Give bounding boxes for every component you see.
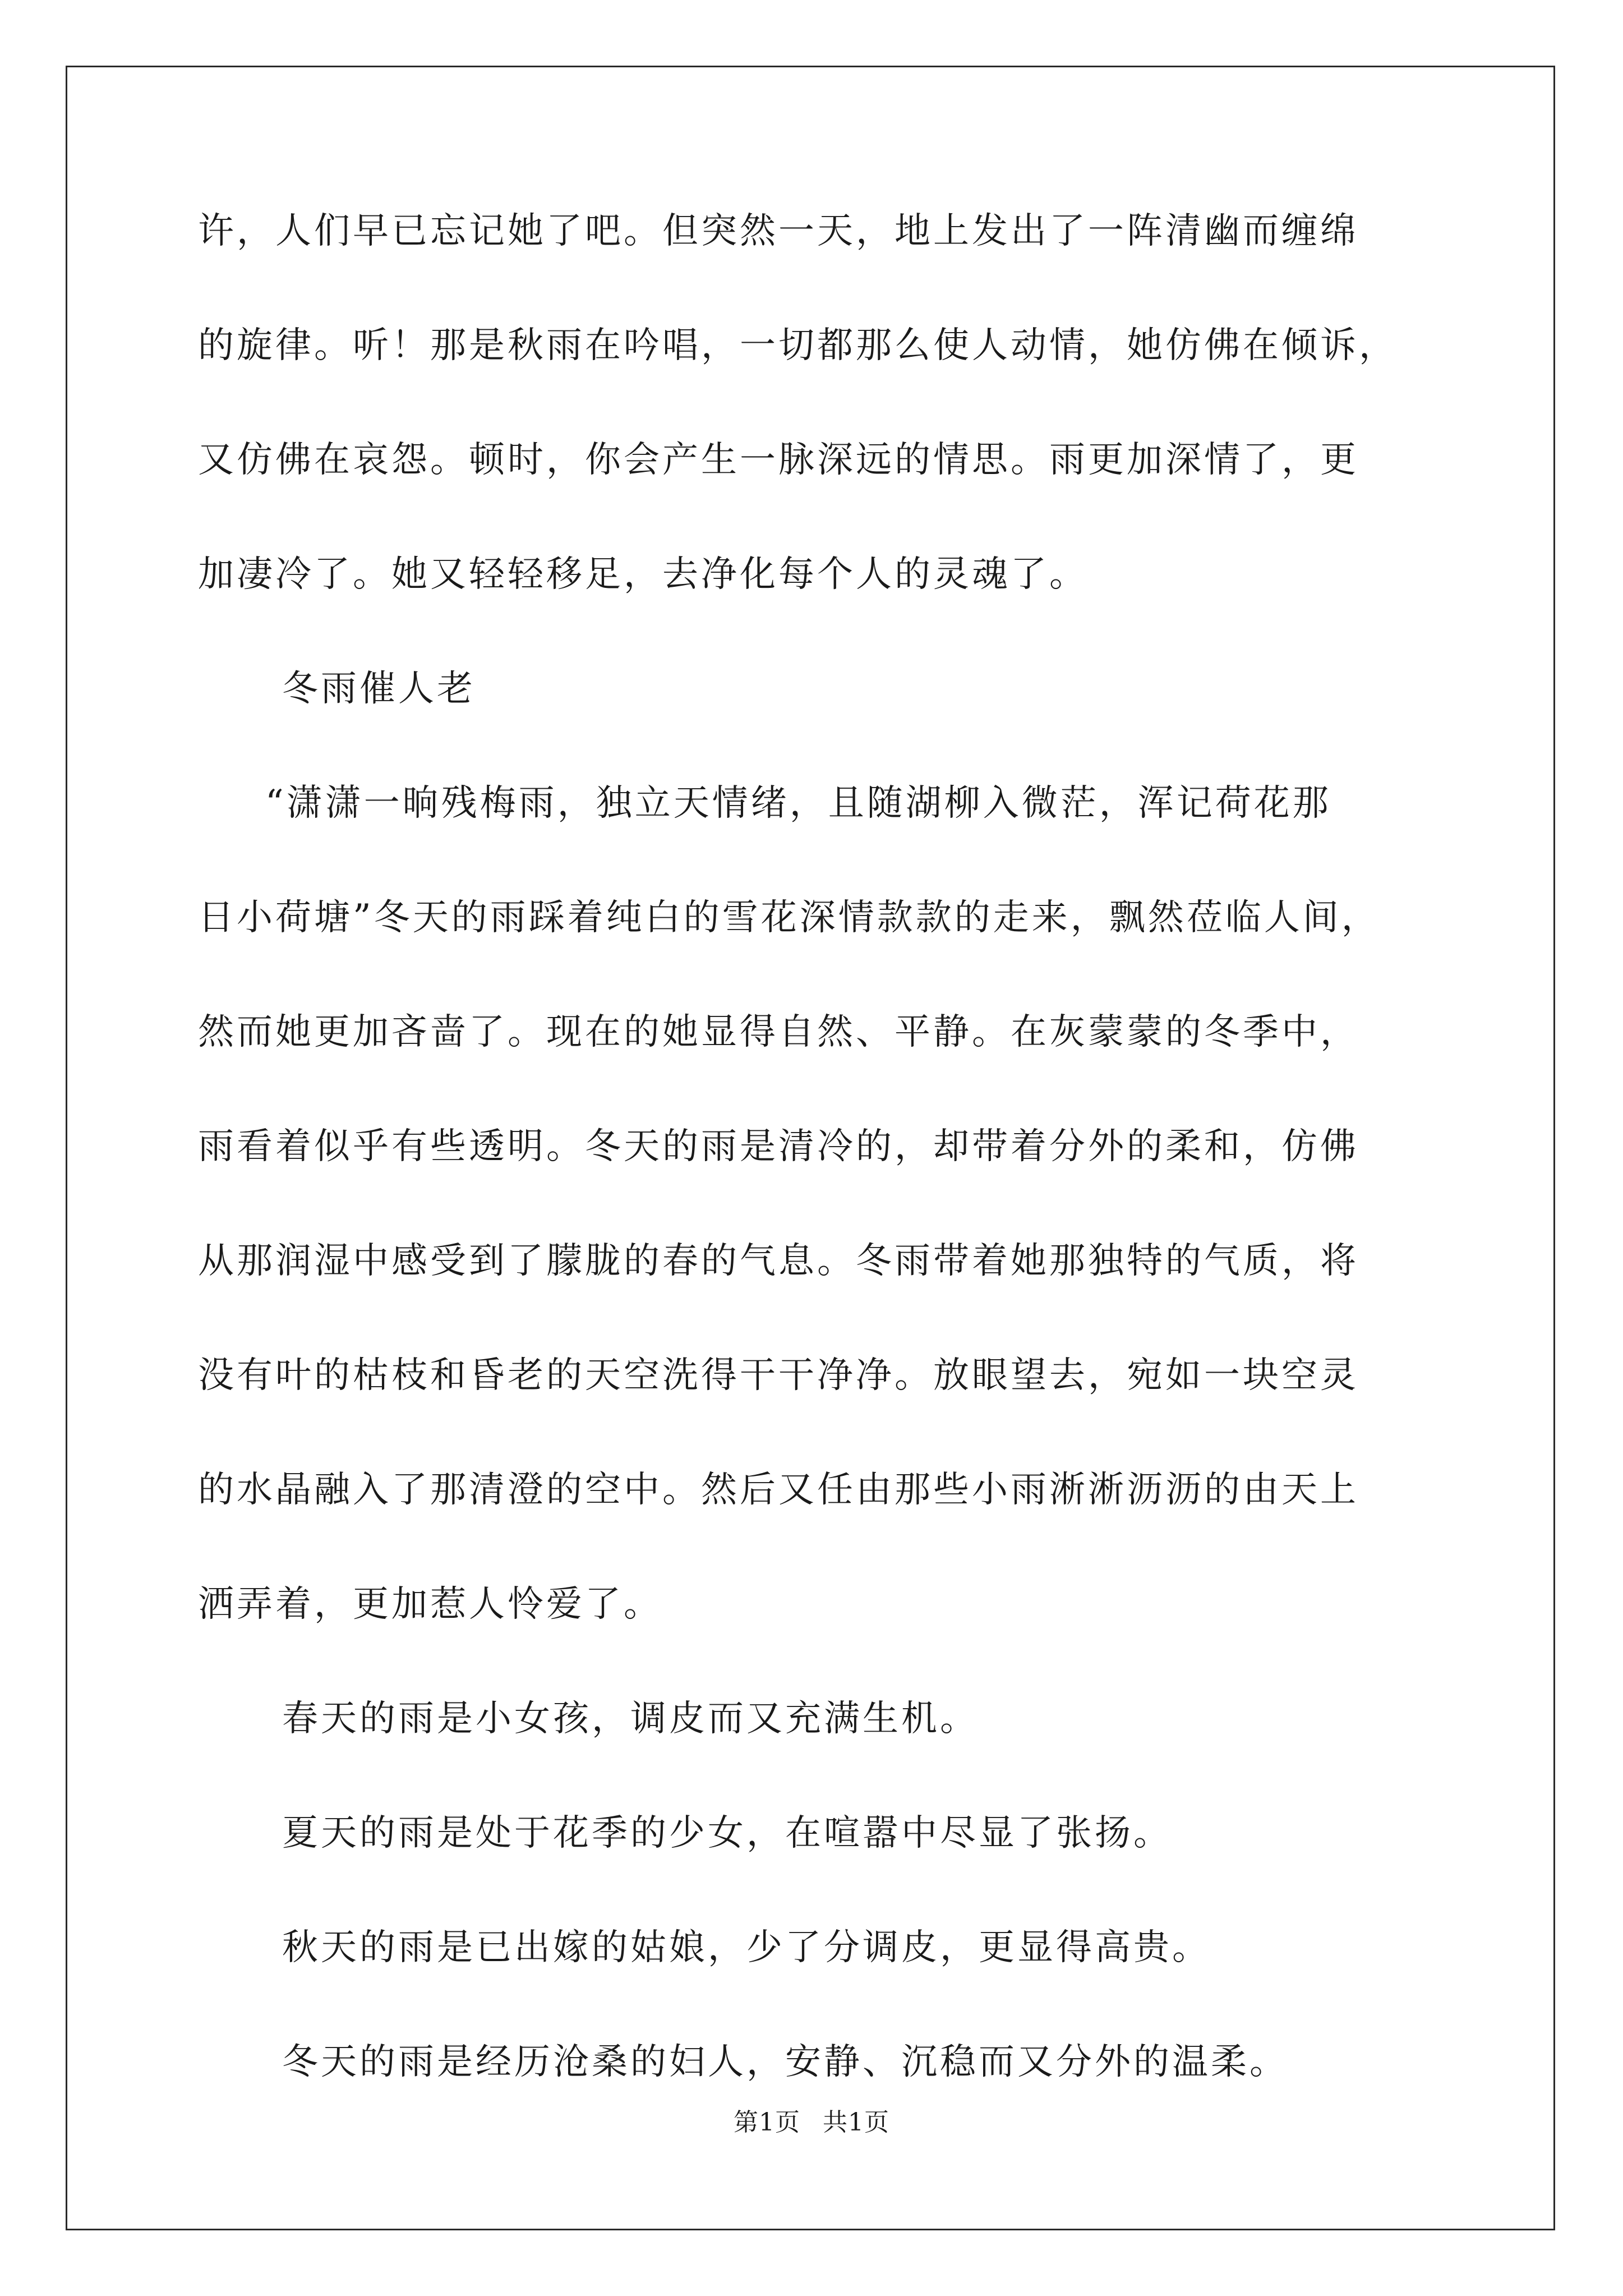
text-line: 又仿佛在哀怨。顿时，你会产生一脉深远的情思。雨更加深情了，更 bbox=[198, 439, 1359, 481]
text-line: 没有叶的枯枝和昏老的天空洗得干干净净。放眼望去，宛如一块空灵 bbox=[198, 1355, 1359, 1396]
text-line: 的水晶融入了那清澄的空中。然后又任由那些小雨淅淅沥沥的由天上 bbox=[198, 1469, 1359, 1511]
text-line: 春天的雨是小女孩，调皮而又充满生机。 bbox=[282, 1698, 979, 1740]
text-line: 许，人们早已忘记她了吧。但突然一天，地上发出了一阵清幽而缠绵 bbox=[198, 210, 1359, 252]
page-number-current: 第1页 bbox=[734, 2108, 800, 2137]
text-line: 夏天的雨是处于花季的少女，在喧嚣中尽显了张扬。 bbox=[282, 1812, 1172, 1854]
section-heading: 冬雨催人老 bbox=[282, 668, 476, 710]
text-line: 雨看着似乎有些透明。冬天的雨是清冷的，却带着分外的柔和，仿佛 bbox=[198, 1126, 1359, 1167]
text-line: 从那润湿中感受到了朦胧的春的气息。冬雨带着她那独特的气质，将 bbox=[198, 1240, 1359, 1282]
text-line: 秋天的雨是已出嫁的姑娘，少了分调皮，更显得高贵。 bbox=[282, 1927, 1211, 1968]
text-line: 然而她更加吝啬了。现在的她显得自然、平静。在灰蒙蒙的冬季中， bbox=[198, 1011, 1359, 1053]
text-line: 日小荷塘”冬天的雨踩着纯白的雪花深情款款的走来，飘然莅临人间， bbox=[198, 897, 1380, 938]
text-line: 的旋律。听！那是秋雨在吟唱，一切都那么使人动情，她仿佛在倾诉， bbox=[198, 325, 1398, 366]
text-line: 冬天的雨是经历沧桑的妇人，安静、沉稳而又分外的温柔。 bbox=[282, 2041, 1288, 2083]
text-line: 洒弄着，更加惹人怜爱了。 bbox=[198, 1584, 662, 1625]
text-line: “潇潇一晌残梅雨，独立天情绪，且随湖柳入微茫，浑记荷花那 bbox=[265, 783, 1331, 824]
page-number-total: 共1页 bbox=[823, 2108, 889, 2137]
page-footer bbox=[0, 2110, 1623, 2135]
text-line: 加凄冷了。她又轻轻移足，去净化每个人的灵魂了。 bbox=[198, 554, 1088, 595]
